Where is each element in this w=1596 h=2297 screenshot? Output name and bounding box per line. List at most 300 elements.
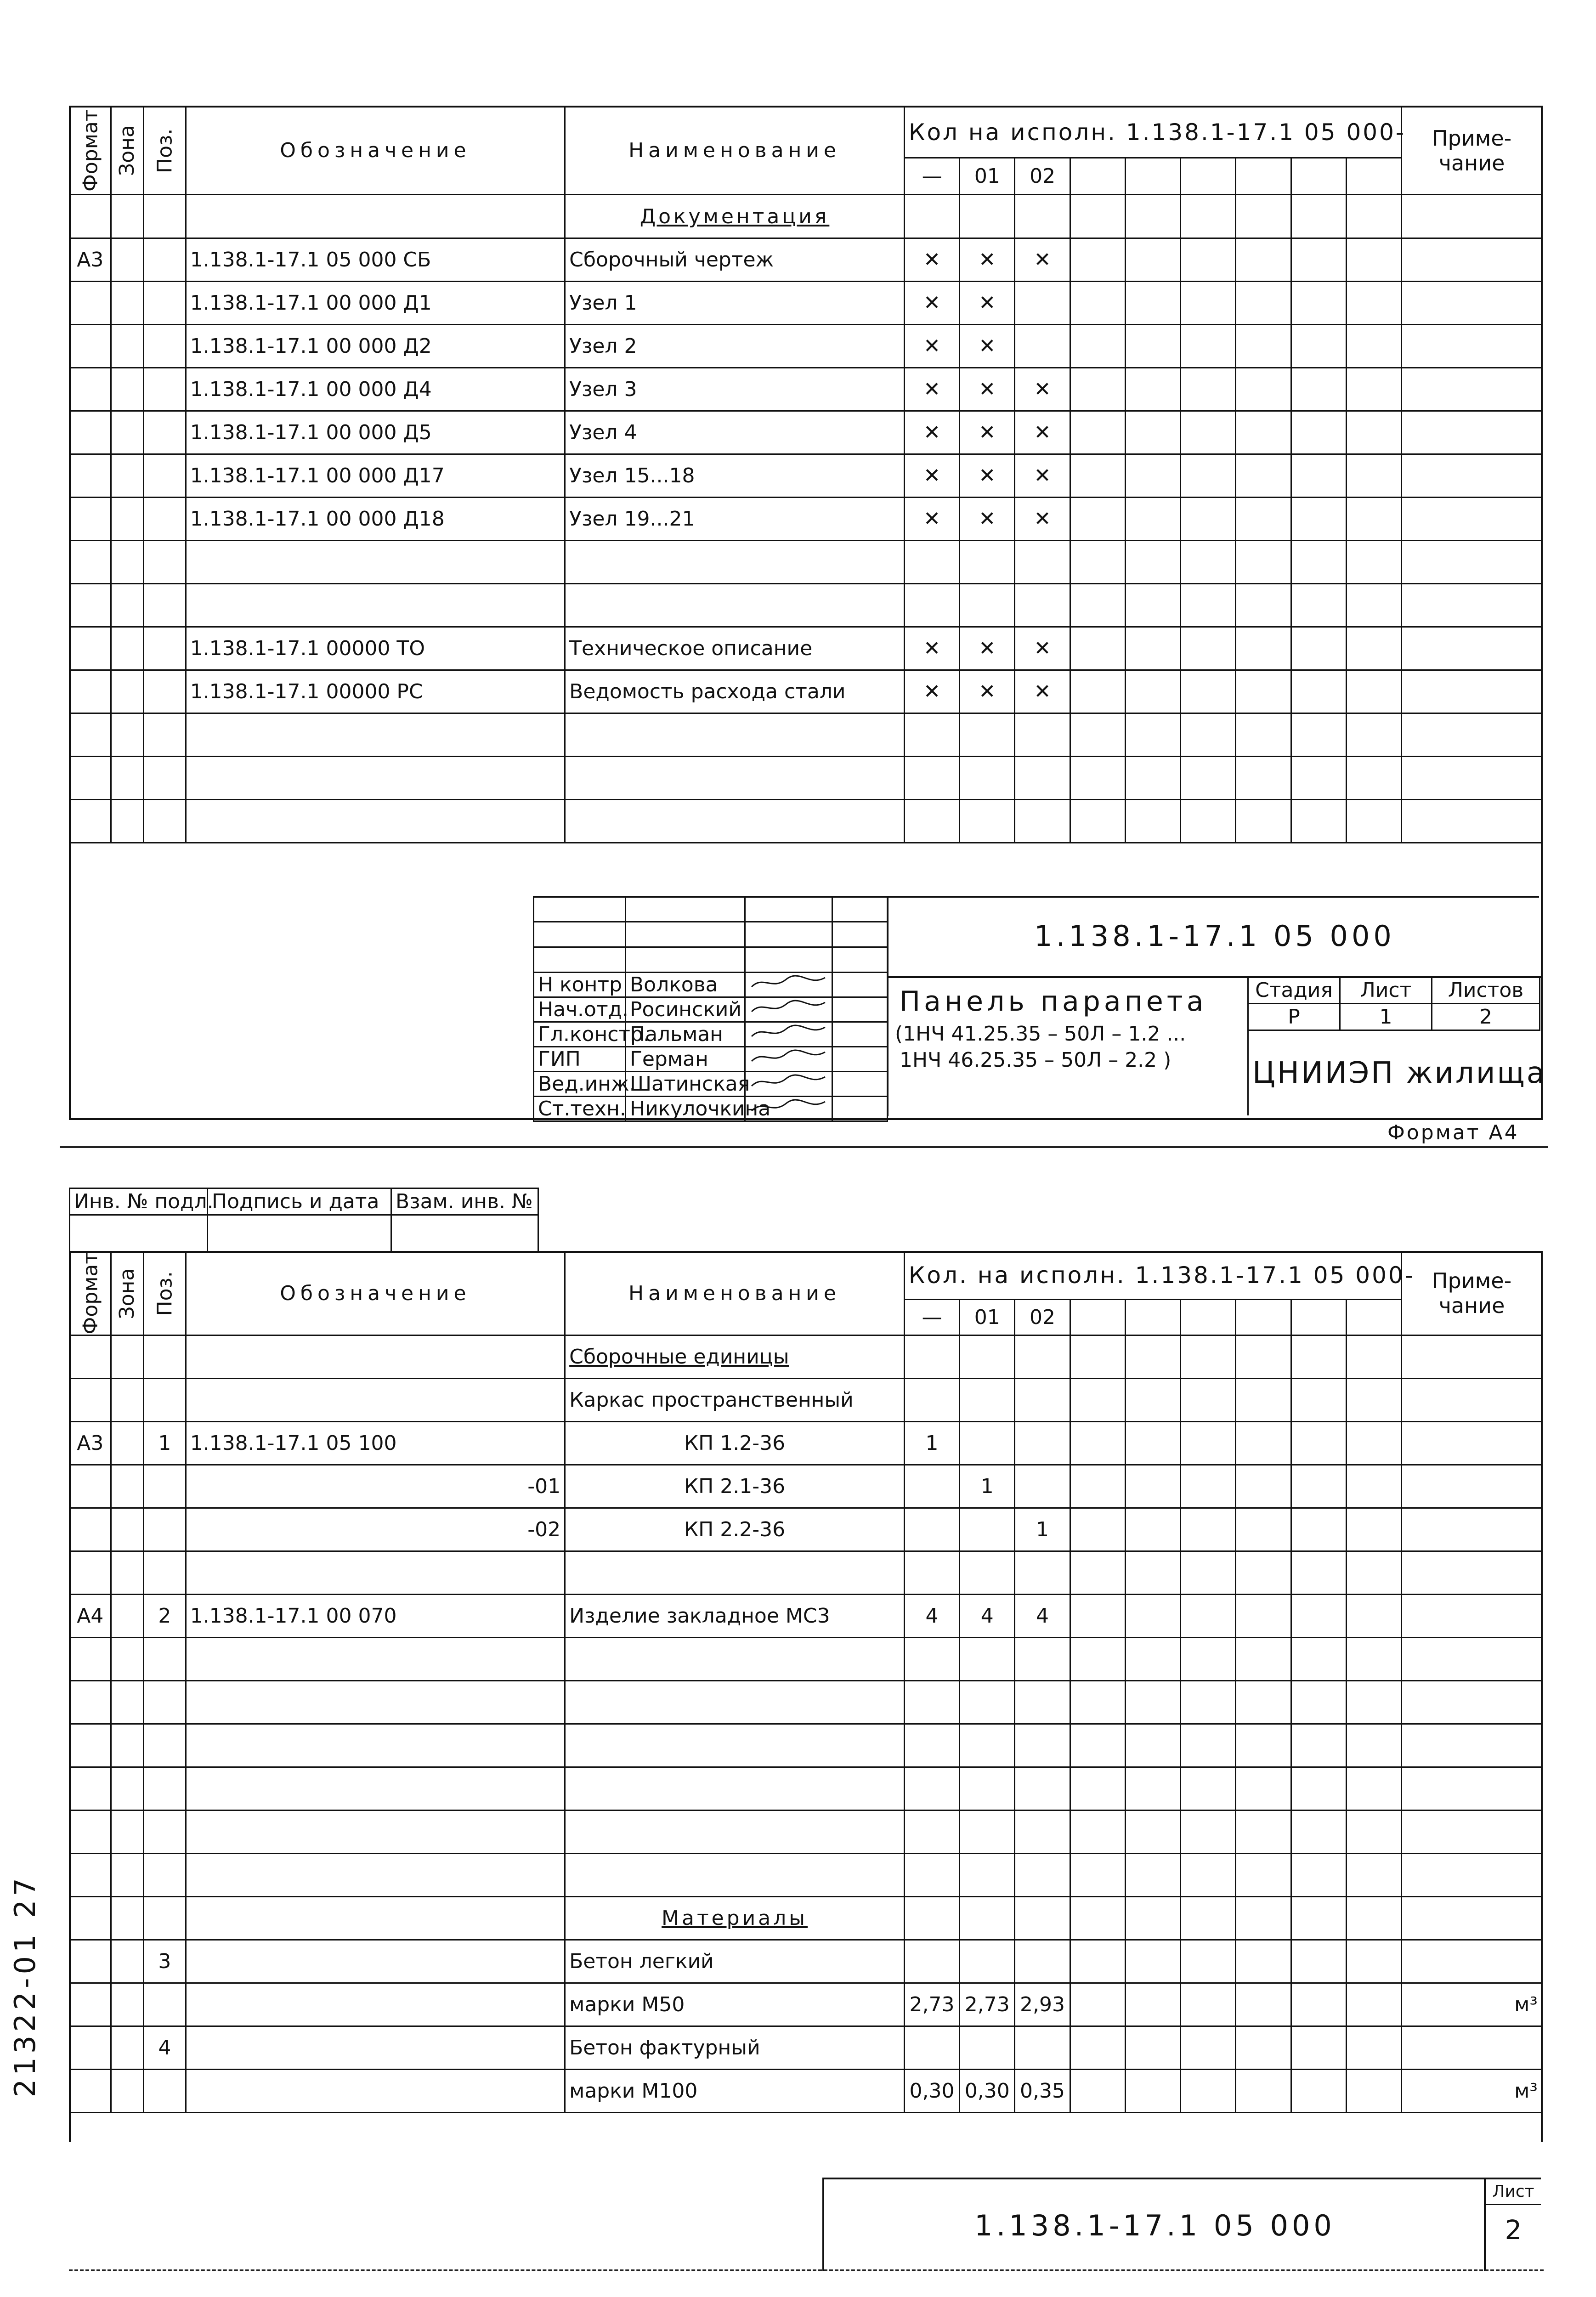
- qty-cell: [1236, 1724, 1291, 1767]
- document-subtitle-2: 1НЧ 46.25.35 – 50Л – 2.2 ): [900, 1048, 1172, 1072]
- format-cell: [70, 1680, 111, 1724]
- qty-cell: 2,73: [904, 1983, 959, 2026]
- designation-cell: 1.138.1-17.1 05 000 СБ: [186, 238, 565, 282]
- qty-cell: [1346, 1551, 1401, 1594]
- qty-cell: [1346, 1940, 1401, 1983]
- qty-cell: [904, 1465, 959, 1508]
- qty-cell: [1181, 2026, 1236, 2069]
- note-cell: [1402, 1378, 1542, 1421]
- name-cell: [565, 1680, 905, 1724]
- stamp-title-box: [887, 976, 1249, 1116]
- qty-mark-cell: [960, 757, 1015, 800]
- qty-mark-cell: ✕: [1015, 411, 1070, 454]
- name-cell: [565, 1810, 905, 1853]
- qty-cell: [1125, 2026, 1180, 2069]
- designation-cell: [186, 757, 565, 800]
- designation-cell: [186, 2069, 565, 2112]
- qty-cell: [1236, 2069, 1291, 2112]
- footer-document-code: 1.138.1-17.1 05 000: [974, 2208, 1336, 2242]
- qty-cell: [1181, 1680, 1236, 1724]
- document-subtitle-1: (1НЧ 41.25.35 – 50Л – 1.2 ...: [895, 1022, 1186, 1046]
- table-row: [70, 1594, 1542, 1637]
- qty-cell: [1236, 238, 1291, 282]
- designation-cell: [186, 584, 565, 627]
- qty-cell: [960, 1637, 1015, 1680]
- qty-cell: [1291, 1853, 1346, 1896]
- format-cell: [70, 757, 111, 800]
- qty-cell: [1236, 800, 1291, 843]
- pos-cell: [144, 713, 186, 757]
- qty-cell: [1125, 1724, 1180, 1767]
- qty-cell: [1291, 1335, 1346, 1378]
- signature-mark: [745, 1072, 832, 1097]
- qty-cell: [1070, 1551, 1125, 1594]
- col-qty-header: Кол на исполн. 1.138.1-17.1 05 000-: [904, 107, 1401, 158]
- pos-cell: [144, 325, 186, 368]
- stage-label: Стадия: [1248, 977, 1340, 1004]
- qty-cell: [1181, 1335, 1236, 1378]
- qty-cell: [1181, 1940, 1236, 1983]
- qty-cell: [960, 1508, 1015, 1551]
- qty-mark-cell: ✕: [904, 325, 959, 368]
- designation-cell: [186, 1896, 565, 1940]
- document-code: 1.138.1-17.1 05 000: [1034, 919, 1395, 953]
- format-cell: [70, 1637, 111, 1680]
- qty-cell: [1346, 1421, 1401, 1465]
- qty-cell: [1015, 1465, 1070, 1508]
- name-cell: Техническое описание: [565, 627, 905, 670]
- qty-cell: [1236, 627, 1291, 670]
- qty-cell: [1346, 2069, 1401, 2112]
- qty-cell: [1236, 1378, 1291, 1421]
- footer-sheet-number: 2: [1505, 2214, 1522, 2246]
- qty-cell: [904, 1637, 959, 1680]
- qty-cell: [1015, 1378, 1070, 1421]
- zone-cell: [111, 1680, 143, 1724]
- zone-cell: [111, 584, 143, 627]
- format-cell: [70, 584, 111, 627]
- table-row: [70, 1983, 1542, 2026]
- qty-cell: [1236, 670, 1291, 713]
- table-row: [70, 1767, 1542, 1810]
- qty-cell: [904, 1335, 959, 1378]
- table-row: [70, 1508, 1542, 1551]
- role-label: Н контр: [534, 973, 626, 997]
- name-cell: [565, 541, 905, 584]
- qty-cell: [1015, 1853, 1070, 1896]
- name-cell: марки М100: [565, 2069, 905, 2112]
- qty-cell: [1346, 800, 1401, 843]
- qty-cell: [1070, 368, 1125, 411]
- qty-cell: [904, 1940, 959, 1983]
- note-cell: [1402, 498, 1542, 541]
- note-cell: [1402, 1551, 1542, 1594]
- zone-cell: [111, 1335, 143, 1378]
- qty-cell: [904, 1508, 959, 1551]
- qty-mark-cell: [1015, 282, 1070, 325]
- name-cell: [565, 713, 905, 757]
- name-cell: Узел 2: [565, 325, 905, 368]
- col-format-header: Формат: [70, 1252, 111, 1335]
- qty-cell: [1181, 1810, 1236, 1853]
- qty-cell: [1346, 627, 1401, 670]
- qty-cell: [1291, 1680, 1346, 1724]
- qty-cell: [904, 1724, 959, 1767]
- table-row: [70, 1421, 1542, 1465]
- name-cell: Материалы: [565, 1896, 905, 1940]
- qty-cell: [1181, 498, 1236, 541]
- pos-cell: [144, 282, 186, 325]
- designation-cell: [186, 1810, 565, 1853]
- qty-cell: [904, 1378, 959, 1421]
- qty-cell: [1346, 2026, 1401, 2069]
- qty-cell: [1291, 1421, 1346, 1465]
- qty-cell: [1125, 454, 1180, 498]
- qty-mark-cell: [960, 713, 1015, 757]
- zone-cell: [111, 670, 143, 713]
- qty-mark-cell: [1015, 541, 1070, 584]
- name-cell: Узел 1: [565, 282, 905, 325]
- qty-cell: [1125, 1594, 1180, 1637]
- qty-cell: [1181, 1983, 1236, 2026]
- qty-cell: [1236, 713, 1291, 757]
- footer-code-box: [822, 2178, 1486, 2271]
- qty-cell: [960, 1378, 1015, 1421]
- table-row: [70, 1551, 1542, 1594]
- zone-cell: [111, 1637, 143, 1680]
- qty-cell: [1291, 800, 1346, 843]
- role-label: Вед.инж.: [534, 1072, 626, 1097]
- note-cell: [1402, 1853, 1542, 1896]
- pos-cell: [144, 1896, 186, 1940]
- designation-cell: 1.138.1-17.1 00 000 Д4: [186, 368, 565, 411]
- table-row: [70, 411, 1542, 454]
- qty-mark-cell: [904, 757, 959, 800]
- qty-cell: [904, 1680, 959, 1724]
- name-cell: Бетон легкий: [565, 1940, 905, 1983]
- qty-mark-cell: ✕: [960, 368, 1015, 411]
- designation-cell: [186, 1767, 565, 1810]
- signature-mark: [745, 1047, 832, 1072]
- qty-mark-cell: [960, 541, 1015, 584]
- zone-cell: [111, 238, 143, 282]
- qty-cell: [1181, 1508, 1236, 1551]
- role-label: ГИП: [534, 1047, 626, 1072]
- name-cell: Ведомость расхода стали: [565, 670, 905, 713]
- qty-cell: [1181, 1896, 1236, 1940]
- role-label: Нач.отд.: [534, 997, 626, 1022]
- note-cell: [1402, 627, 1542, 670]
- pos-cell: [144, 1465, 186, 1508]
- qty-cell: [1291, 1983, 1346, 2026]
- qty-cell: [1291, 2026, 1346, 2069]
- pos-cell: [144, 498, 186, 541]
- note-cell: [1402, 1335, 1542, 1378]
- signature-row: [534, 973, 888, 997]
- qty-cell: [1236, 454, 1291, 498]
- qty-cell: [1125, 1940, 1180, 1983]
- zone-cell: [111, 1810, 143, 1853]
- format-cell: [70, 1896, 111, 1940]
- qty-cell: [1346, 1378, 1401, 1421]
- name-cell: [565, 757, 905, 800]
- table-row: [70, 1810, 1542, 1853]
- qty-mark-cell: ✕: [1015, 368, 1070, 411]
- date-cell: [832, 1072, 888, 1097]
- qty-cell: [1181, 238, 1236, 282]
- name-cell: КП 2.2-36: [565, 1508, 905, 1551]
- qty-cell: [1015, 1335, 1070, 1378]
- format-cell: [70, 1724, 111, 1767]
- qty-cell: 0,35: [1015, 2069, 1070, 2112]
- name-cell: [565, 1551, 905, 1594]
- qty-cell: [1346, 1680, 1401, 1724]
- pos-cell: [144, 670, 186, 713]
- person-name: Шатинская: [626, 1072, 745, 1097]
- qty-cell: [1236, 1594, 1291, 1637]
- qty-cell: [1236, 1983, 1291, 2026]
- pos-cell: [144, 1983, 186, 2026]
- replaced-inv-label: Взам. инв. №: [391, 1188, 538, 1215]
- designation-cell: [186, 1853, 565, 1896]
- qty-cell: [1346, 1508, 1401, 1551]
- qty-cell: [1181, 1465, 1236, 1508]
- qty-cell: [1346, 282, 1401, 325]
- qty-cell: [1015, 1767, 1070, 1810]
- qty-cell: [1125, 2069, 1180, 2112]
- qty-cell: [1236, 1421, 1291, 1465]
- qty-cell: 2,73: [960, 1983, 1015, 2026]
- qty-mark-cell: ✕: [960, 411, 1015, 454]
- designation-cell: [186, 1551, 565, 1594]
- qty-cell: [1015, 1810, 1070, 1853]
- qty-cell: [1346, 238, 1401, 282]
- table-row: [70, 325, 1542, 368]
- table-row: [70, 1896, 1542, 1940]
- qty-mark-cell: [1015, 713, 1070, 757]
- col-pos-header: Поз.: [144, 1252, 186, 1335]
- pos-cell: [144, 1810, 186, 1853]
- format-cell: [70, 498, 111, 541]
- qty-cell: [904, 1853, 959, 1896]
- format-cell: [70, 1853, 111, 1896]
- name-cell: Бетон фактурный: [565, 2026, 905, 2069]
- pos-cell: [144, 541, 186, 584]
- designation-cell: -02: [186, 1508, 565, 1551]
- variant-header: —: [904, 158, 959, 195]
- pos-cell: [144, 1335, 186, 1378]
- designation-cell: [186, 1940, 565, 1983]
- side-archive-number: 21322-01 27: [8, 1874, 42, 2098]
- qty-cell: [1291, 1724, 1346, 1767]
- pos-cell: [144, 1767, 186, 1810]
- qty-mark-cell: ✕: [1015, 498, 1070, 541]
- qty-cell: [1346, 1335, 1401, 1378]
- qty-cell: [1291, 584, 1346, 627]
- qty-cell: [1125, 713, 1180, 757]
- qty-cell: [1236, 498, 1291, 541]
- note-cell: [1402, 1896, 1542, 1940]
- note-cell: [1402, 1421, 1542, 1465]
- qty-cell: [1125, 1508, 1180, 1551]
- pos-cell: [144, 454, 186, 498]
- note-cell: [1402, 757, 1542, 800]
- zone-cell: [111, 454, 143, 498]
- note-cell: [1402, 325, 1542, 368]
- qty-cell: [1070, 282, 1125, 325]
- qty-cell: [1070, 1465, 1125, 1508]
- qty-cell: [1181, 800, 1236, 843]
- qty-mark-cell: ✕: [960, 670, 1015, 713]
- qty-mark-cell: [1015, 584, 1070, 627]
- signature-row: [534, 1072, 888, 1097]
- qty-mark-cell: ✕: [904, 238, 959, 282]
- person-name: Герман: [626, 1047, 745, 1072]
- qty-cell: [960, 1680, 1015, 1724]
- signature-row: [534, 1047, 888, 1072]
- qty-mark-cell: ✕: [904, 454, 959, 498]
- pos-cell: [144, 800, 186, 843]
- qty-cell: [1181, 713, 1236, 757]
- qty-mark-cell: ✕: [904, 627, 959, 670]
- designation-cell: -01: [186, 1465, 565, 1508]
- qty-cell: [1181, 2069, 1236, 2112]
- format-cell: [70, 541, 111, 584]
- zone-cell: [111, 800, 143, 843]
- stamp-code-box: [887, 896, 1541, 978]
- name-cell: марки М50: [565, 1983, 905, 2026]
- designation-cell: 1.138.1-17.1 00000 ТО: [186, 627, 565, 670]
- qty-cell: 1: [960, 1465, 1015, 1508]
- qty-cell: [1236, 368, 1291, 411]
- qty-mark-cell: ✕: [1015, 670, 1070, 713]
- zone-cell: [111, 498, 143, 541]
- format-cell: [70, 1378, 111, 1421]
- qty-cell: [960, 1335, 1015, 1378]
- name-cell: Узел 19...21: [565, 498, 905, 541]
- qty-cell: [1181, 541, 1236, 584]
- qty-cell: [1346, 1767, 1401, 1810]
- qty-cell: [1346, 1896, 1401, 1940]
- signature-mark: [745, 1022, 832, 1047]
- note-cell: [1402, 1465, 1542, 1508]
- qty-cell: [1181, 1594, 1236, 1637]
- qty-cell: [1015, 1637, 1070, 1680]
- table-row: [70, 1378, 1542, 1421]
- qty-cell: [1291, 325, 1346, 368]
- qty-cell: [1070, 1896, 1125, 1940]
- role-label: Гл.констр.: [534, 1022, 626, 1047]
- note-cell: [1402, 1940, 1542, 1983]
- pos-cell: [144, 368, 186, 411]
- sheet-divider: [60, 1146, 1548, 1148]
- format-cell: [70, 282, 111, 325]
- document-title: Панель парапета: [900, 985, 1207, 1018]
- designation-cell: [186, 1983, 565, 2026]
- qty-cell: [1070, 1983, 1125, 2026]
- col-pos-header: Поз.: [144, 107, 186, 195]
- qty-cell: [1125, 411, 1180, 454]
- qty-cell: [1070, 454, 1125, 498]
- inventory-table: [69, 1188, 539, 1252]
- pos-cell: [144, 411, 186, 454]
- zone-cell: [111, 1421, 143, 1465]
- zone-cell: [111, 2026, 143, 2069]
- qty-cell: [960, 2026, 1015, 2069]
- qty-cell: [1236, 1551, 1291, 1594]
- qty-cell: [1015, 1551, 1070, 1594]
- designation-cell: [186, 1637, 565, 1680]
- qty-cell: [1236, 1853, 1291, 1896]
- qty-cell: [1346, 1853, 1401, 1896]
- qty-cell: [1070, 670, 1125, 713]
- col-note-header: Приме-чание: [1402, 107, 1542, 195]
- qty-cell: [1181, 454, 1236, 498]
- footer-sheet-box: [1484, 2178, 1541, 2271]
- qty-cell: 4: [1015, 1594, 1070, 1637]
- format-cell: [70, 1767, 111, 1810]
- name-cell: Изделие закладное МС3: [565, 1594, 905, 1637]
- qty-cell: [1125, 584, 1180, 627]
- qty-mark-cell: ✕: [904, 670, 959, 713]
- designation-cell: [186, 1724, 565, 1767]
- format-cell: A4: [70, 1594, 111, 1637]
- note-cell: [1402, 1680, 1542, 1724]
- qty-cell: [1070, 1421, 1125, 1465]
- qty-cell: [1125, 1378, 1180, 1421]
- pos-cell: [144, 1378, 186, 1421]
- person-name: Росинский: [626, 997, 745, 1022]
- designation-cell: 1.138.1-17.1 00 000 Д17: [186, 454, 565, 498]
- format-cell: [70, 2026, 111, 2069]
- qty-mark-cell: ✕: [960, 282, 1015, 325]
- note-cell: [1402, 1724, 1542, 1767]
- qty-cell: [1236, 757, 1291, 800]
- qty-cell: [1181, 368, 1236, 411]
- qty-cell: [960, 1896, 1015, 1940]
- qty-mark-cell: ✕: [960, 325, 1015, 368]
- col-designation-header: Обозначение: [186, 107, 565, 195]
- qty-mark-cell: ✕: [960, 238, 1015, 282]
- table-row: [70, 1853, 1542, 1896]
- designation-cell: 1.138.1-17.1 00 000 Д18: [186, 498, 565, 541]
- designation-cell: [186, 1335, 565, 1378]
- signature-mark: [745, 973, 832, 997]
- qty-cell: [1125, 670, 1180, 713]
- note-cell: [1402, 1810, 1542, 1853]
- qty-cell: [1291, 1637, 1346, 1680]
- pos-cell: [144, 1680, 186, 1724]
- qty-cell: [1291, 757, 1346, 800]
- qty-cell: [1070, 541, 1125, 584]
- qty-cell: [1236, 411, 1291, 454]
- note-cell: [1402, 454, 1542, 498]
- qty-cell: [1070, 325, 1125, 368]
- stage-value: Р: [1248, 1004, 1340, 1030]
- variant-header: 02: [1015, 1299, 1070, 1335]
- spec-table-1: [69, 106, 1543, 843]
- format-cell: [70, 368, 111, 411]
- qty-cell: [904, 2026, 959, 2069]
- sheet-label: Лист: [1340, 977, 1432, 1004]
- qty-mark-cell: ✕: [904, 282, 959, 325]
- pos-cell: [144, 1637, 186, 1680]
- qty-cell: 0,30: [960, 2069, 1015, 2112]
- qty-cell: [904, 1551, 959, 1594]
- zone-cell: [111, 1983, 143, 2026]
- qty-cell: [1070, 584, 1125, 627]
- qty-cell: [1181, 1724, 1236, 1767]
